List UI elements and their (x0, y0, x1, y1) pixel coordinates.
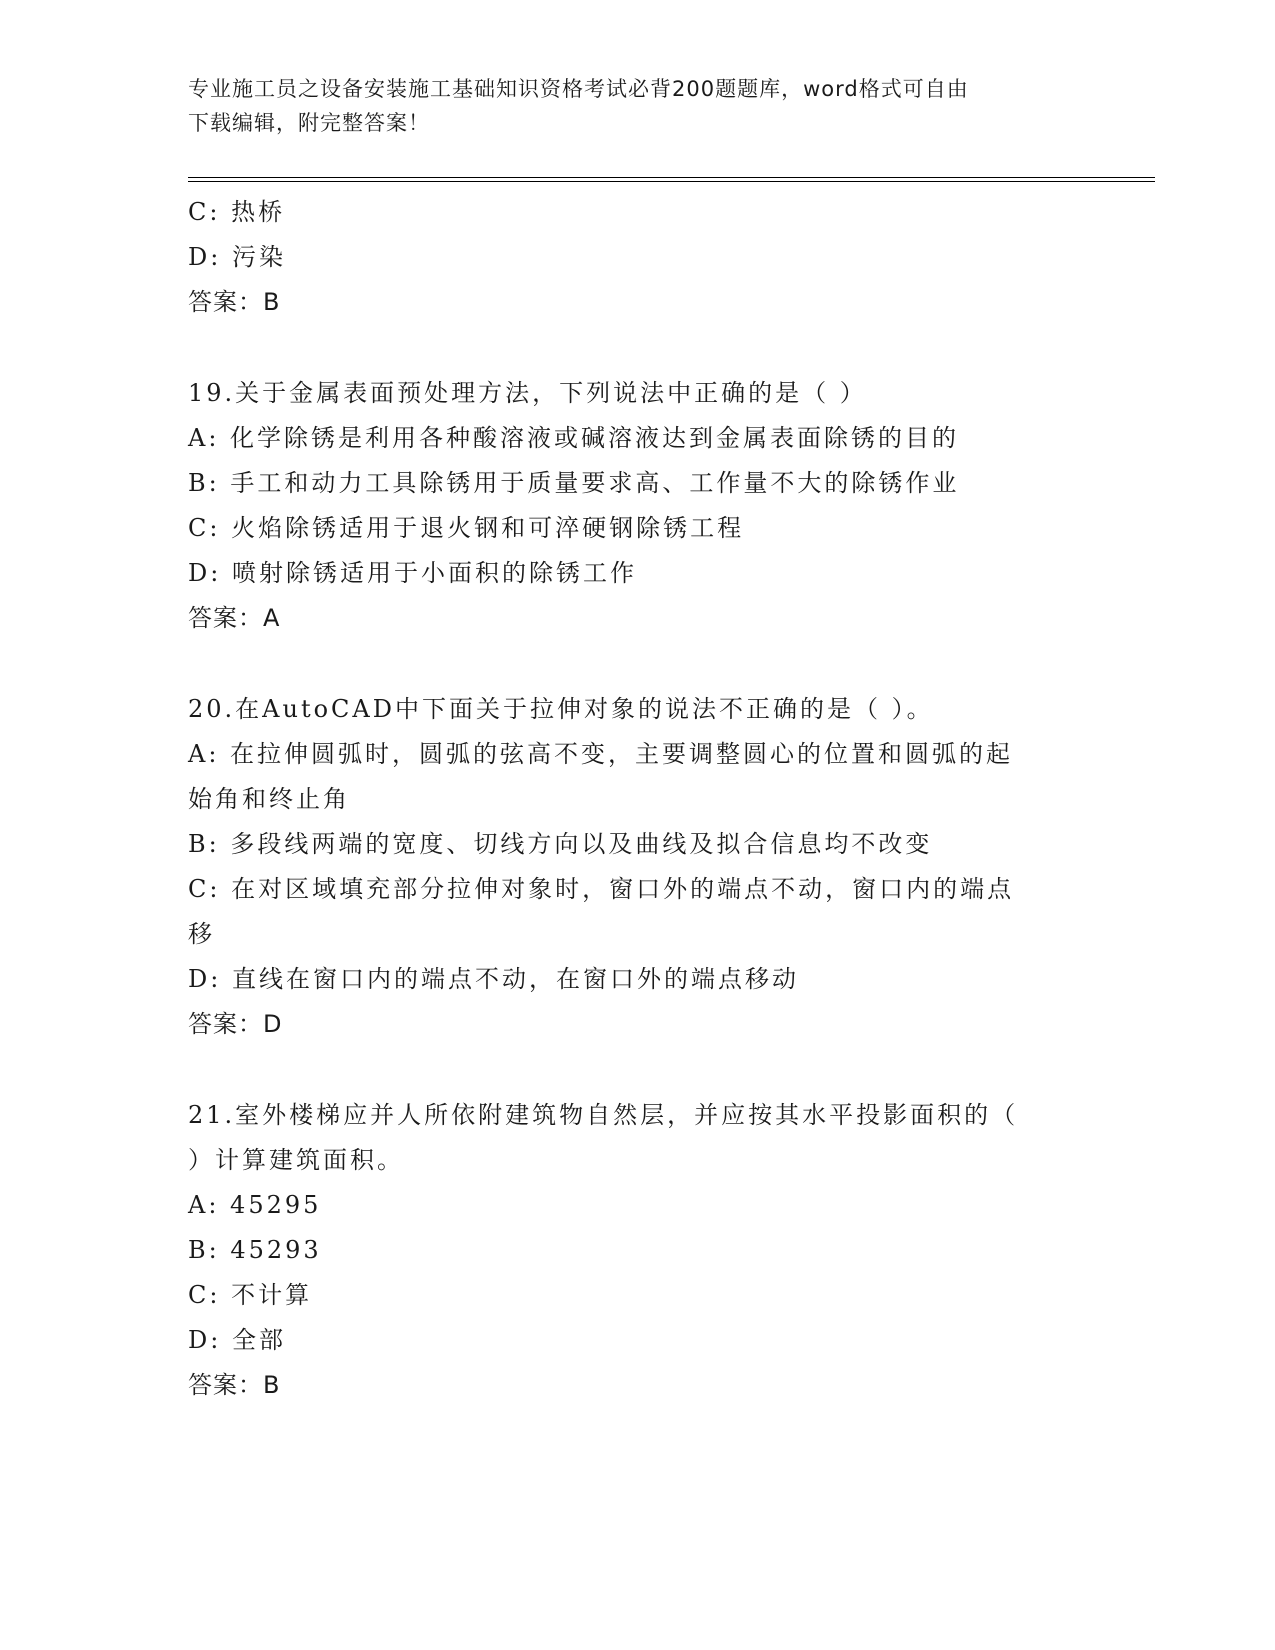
spacer (188, 325, 1088, 371)
q19-option-b: B: 手工和动力工具除锈用于质量要求高、工作量不大的除锈作业 (188, 469, 960, 497)
q20-option-a: A: 在拉伸圆弧时，圆弧的弦高不变，主要调整圆心的位置和圆弧的起 (188, 740, 1014, 768)
q21-answer: 答案：B (188, 1371, 281, 1399)
q21-option-c: C: 不计算 (188, 1281, 313, 1309)
document-header (188, 72, 1088, 140)
q19-option-c: C: 火焰除锈适用于退火钢和可淬硬钢除锈工程 (188, 514, 745, 542)
q19-option-a: A: 化学除锈是利用各种酸溶液或碱溶液达到金属表面除锈的目的 (188, 424, 960, 452)
q21-option-d: D: 全部 (188, 1326, 286, 1354)
header-rule-bottom (188, 181, 1155, 182)
q19-option-d: D: 喷射除锈适用于小面积的除锈工作 (188, 559, 637, 587)
q19-stem: 19.关于金属表面预处理方法，下列说法中正确的是（ ） (188, 379, 867, 407)
q20-option-a-cont: 始角和终止角 (188, 785, 350, 813)
q21-option-b: B: 45293 (188, 1236, 322, 1264)
q20-stem: 20.在AutoCAD中下面关于拉伸对象的说法不正确的是（ ）。 (188, 695, 934, 723)
q20-option-d: D: 直线在窗口内的端点不动，在窗口外的端点移动 (188, 965, 799, 993)
q18-answer: 答案：B (188, 288, 281, 316)
spacer (188, 1047, 1088, 1093)
header-line-1: 专业施工员之设备安装施工基础知识资格考试必背200题题库，word格式可自由 (188, 77, 969, 101)
question-list (188, 190, 1088, 1408)
q18-option-d: D: 污染 (188, 243, 286, 271)
q21-option-a: A: 45295 (188, 1191, 322, 1219)
q20-option-c: C: 在对区域填充部分拉伸对象时，窗口外的端点不动，窗口内的端点 (188, 875, 1015, 903)
q20-answer: 答案：D (188, 1010, 283, 1038)
q18-option-c: C: 热桥 (188, 198, 286, 226)
q20-option-c-cont: 移 (188, 920, 215, 948)
q21-stem: 21.室外楼梯应并人所依附建筑物自然层，并应按其水平投影面积的（ (188, 1101, 1019, 1129)
header-line-2: 下载编辑，附完整答案！ (188, 111, 430, 135)
q20-option-b: B: 多段线两端的宽度、切线方向以及曲线及拟合信息均不改变 (188, 830, 933, 858)
q19-answer: 答案：A (188, 604, 281, 632)
header-rule-top (188, 177, 1155, 178)
spacer (188, 641, 1088, 687)
q21-stem-cont: ）计算建筑面积。 (188, 1146, 404, 1174)
